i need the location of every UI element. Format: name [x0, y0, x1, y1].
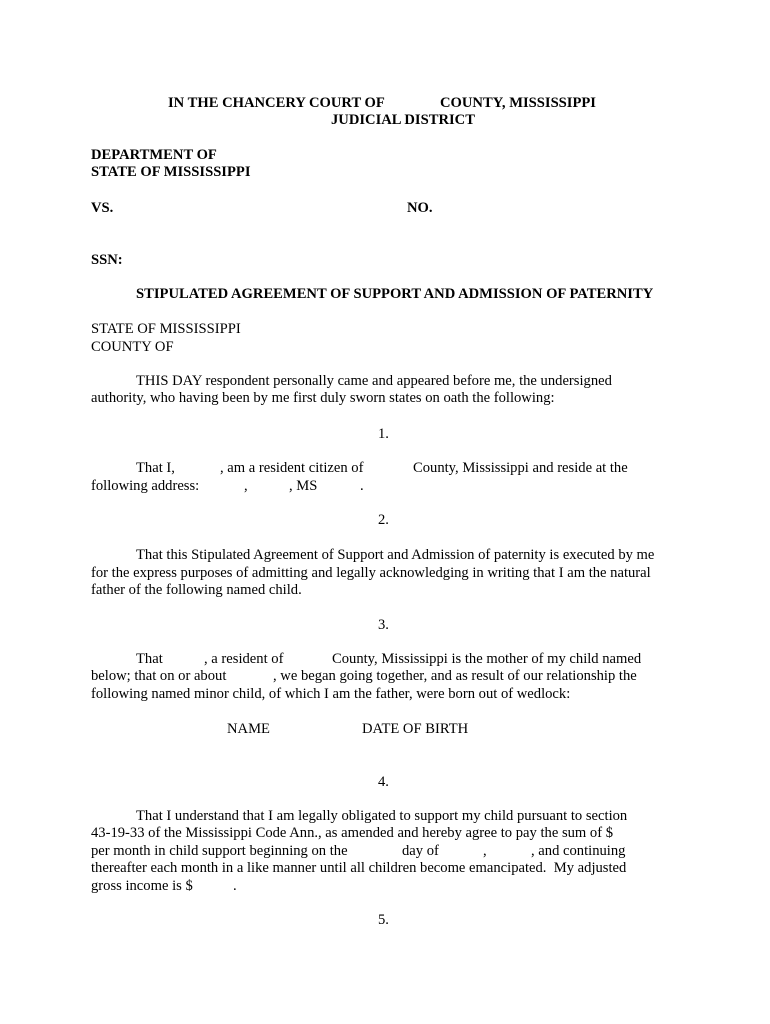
p4-text-d: , and continuing — [531, 843, 626, 859]
p3-text-d: below; that on or about — [91, 668, 227, 684]
p4-text-f: . — [233, 878, 237, 894]
p3-line-3: following named minor child, of which I am the father, were born out of wedlock: — [91, 686, 571, 702]
p1-text-e: , — [244, 478, 248, 494]
venue-county: COUNTY OF — [91, 339, 174, 355]
p1-text-b: , am a resident citizen of — [220, 460, 364, 476]
judicial-district: JUDICIAL DISTRICT — [331, 112, 475, 128]
p3-text-b: , a resident of — [204, 651, 284, 667]
ssn-label: SSN: — [91, 252, 123, 268]
p1-text-d: following address: — [91, 478, 200, 494]
p4-line-2: 43-19-33 of the Mississippi Code Ann., as amended and hereby agree to pay the sum of $ — [91, 825, 614, 841]
intro-line-1: THIS DAY respondent personally came and appeared before me, the undersigned — [136, 373, 612, 389]
p3-text-c: County, Mississippi is the mother of my child named — [332, 651, 642, 667]
section-2-number: 2. — [378, 512, 389, 528]
p1-text-f: , MS — [289, 478, 318, 494]
plaintiff-line-2: STATE OF MISSISSIPPI — [91, 164, 251, 180]
document-title: STIPULATED AGREEMENT OF SUPPORT AND ADMISSION OF PATERNITY — [136, 286, 654, 302]
p1-text-c: County, Mississippi and reside at the — [413, 460, 628, 476]
plaintiff-line-1: DEPARTMENT OF — [91, 147, 217, 163]
versus-label: VS. — [91, 200, 114, 216]
p4-text-a: per month in child support beginning on the — [91, 843, 348, 859]
case-number-label: NO. — [407, 200, 433, 216]
intro-line-2: authority, who having been by me first duly sworn states on oath the following: — [91, 390, 555, 406]
p4-text-b: day of — [402, 843, 439, 859]
section-1-number: 1. — [378, 426, 389, 442]
p2-line-2: for the express purposes of admitting and legally acknowledging in writing that I am the natural — [91, 565, 651, 581]
p1-text-a: That I, — [136, 460, 175, 476]
p1-text-g: . — [360, 478, 364, 494]
section-5-number: 5. — [378, 912, 389, 928]
p4-line-1: That I understand that I am legally obligated to support my child pursuant to section — [136, 808, 628, 824]
p3-text-e: , we began going together, and as result of our relationship the — [273, 668, 637, 684]
court-heading-part2: COUNTY, MISSISSIPPI — [440, 95, 596, 111]
section-4-number: 4. — [378, 774, 389, 790]
child-name-header: NAME — [227, 721, 270, 737]
p4-line-4: thereafter each month in a like manner until all children become emancipated. My adjusted — [91, 860, 627, 876]
section-3-number: 3. — [378, 617, 389, 633]
p2-line-3: father of the following named child. — [91, 582, 302, 598]
p2-line-1: That this Stipulated Agreement of Support and Admission of paternity is executed by me — [136, 547, 655, 563]
p4-text-c: , — [483, 843, 487, 859]
p3-text-a: That — [136, 651, 163, 667]
court-heading-part1: IN THE CHANCERY COURT OF — [168, 95, 385, 111]
p4-text-e: gross income is $ — [91, 878, 193, 894]
venue-state: STATE OF MISSISSIPPI — [91, 321, 241, 337]
child-dob-header: DATE OF BIRTH — [362, 721, 469, 737]
